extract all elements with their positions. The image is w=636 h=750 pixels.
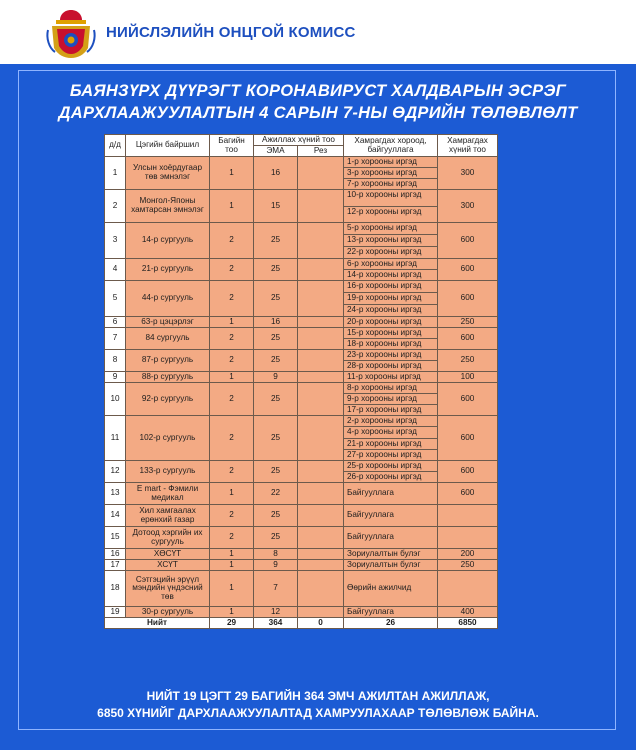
row-index: 11 (105, 416, 126, 461)
row-reserve (298, 223, 344, 259)
row-reserve (298, 505, 344, 527)
row-teams: 2 (210, 416, 254, 461)
row-index: 14 (105, 505, 126, 527)
row-teams: 2 (210, 281, 254, 317)
row-ema: 16 (254, 317, 298, 328)
table-row (105, 607, 498, 618)
row-location: 102-р сургууль (126, 416, 210, 461)
row-location: E mart - Фэмили медикал (126, 483, 210, 505)
row-index: 10 (105, 383, 126, 416)
row-teams: 1 (210, 317, 254, 328)
row-people: 600 (438, 281, 498, 317)
row-teams: 1 (210, 372, 254, 383)
row-coverage (344, 549, 438, 560)
row-people: 600 (438, 259, 498, 281)
row-ema: 16 (254, 157, 298, 190)
table-row (105, 527, 498, 549)
header-teams: Багийн тоо (210, 135, 254, 157)
row-coverage (344, 505, 438, 527)
row-index: 17 (105, 560, 126, 571)
table-row (105, 190, 498, 223)
row-coverage (344, 350, 438, 372)
row-location: 14-р сургууль (126, 223, 210, 259)
row-reserve (298, 560, 344, 571)
row-people: 100 (438, 372, 498, 383)
row-ema: 8 (254, 549, 298, 560)
coverage-item: 12-р хорооны иргэд (347, 206, 422, 216)
row-ema: 9 (254, 560, 298, 571)
row-coverage (344, 281, 438, 317)
row-coverage (344, 372, 438, 383)
row-ema: 25 (254, 223, 298, 259)
row-reserve (298, 317, 344, 328)
row-people: 600 (438, 483, 498, 505)
total-ema: 364 (254, 618, 298, 629)
coverage-item: 16-р хорооны иргэд (344, 281, 437, 293)
row-people (438, 527, 498, 549)
row-people: 600 (438, 223, 498, 259)
row-index: 6 (105, 317, 126, 328)
row-coverage (344, 560, 438, 571)
schedule-table (104, 134, 498, 629)
row-teams: 1 (210, 483, 254, 505)
row-ema: 9 (254, 372, 298, 383)
row-reserve (298, 527, 344, 549)
row-index: 16 (105, 549, 126, 560)
row-teams: 1 (210, 190, 254, 223)
row-ema: 25 (254, 416, 298, 461)
row-teams: 2 (210, 328, 254, 350)
row-reserve (298, 281, 344, 317)
row-location: Монгол-Японы хамтарсан эмнэлэг (126, 190, 210, 223)
row-index: 3 (105, 223, 126, 259)
header-people: Хамрагдах хүний тоо (438, 135, 498, 157)
coverage-item: 22-р хорооны иргэд (347, 247, 422, 256)
total-label: Нийт (105, 618, 210, 629)
row-coverage (344, 383, 438, 416)
row-index: 2 (105, 190, 126, 223)
header-location: Цэгийн байршил (126, 135, 210, 157)
coverage-item: 15-р хорооны иргэд (344, 328, 437, 339)
coverage-item: Зориулалтын булэг (347, 548, 421, 558)
row-location: 21-р сургууль (126, 259, 210, 281)
row-coverage (344, 223, 438, 259)
row-people: 600 (438, 461, 498, 483)
row-people: 600 (438, 416, 498, 461)
row-location: 30-р сургууль (126, 607, 210, 618)
row-index: 7 (105, 328, 126, 350)
row-teams: 2 (210, 383, 254, 416)
row-teams: 2 (210, 527, 254, 549)
row-people: 300 (438, 190, 498, 223)
commission-name: НИЙСЛЭЛИЙН ОНЦГОЙ КОМИСС (106, 24, 356, 41)
table-row (105, 560, 498, 571)
coverage-item: 17-р хорооны иргэд (347, 405, 422, 414)
row-location: 84 сургууль (126, 328, 210, 350)
row-ema: 7 (254, 571, 298, 607)
row-index: 12 (105, 461, 126, 483)
row-reserve (298, 190, 344, 223)
row-people: 400 (438, 607, 498, 618)
coverage-item: 25-р хорооны иргэд (344, 461, 437, 472)
table-row (105, 350, 498, 372)
row-people (438, 571, 498, 607)
row-reserve (298, 157, 344, 190)
row-reserve (298, 372, 344, 383)
coverage-item: 1-р хорооны иргэд (344, 157, 437, 168)
coverage-item: 4-р хорооны иргэд (344, 427, 437, 438)
row-coverage (344, 571, 438, 607)
row-reserve (298, 328, 344, 350)
row-people (438, 505, 498, 527)
coverage-item: 10-р хорооны иргэд (344, 190, 437, 207)
row-location: Сэтгэцийн эрүүл мэндийн үндэсний төв (126, 571, 210, 607)
coverage-item: 27-р хорооны иргэд (347, 449, 422, 459)
row-index: 4 (105, 259, 126, 281)
coverage-item: 13-р хорооны иргэд (344, 235, 437, 247)
coverage-item: 19-р хорооны иргэд (344, 293, 437, 305)
header-bar (0, 0, 636, 64)
row-reserve (298, 571, 344, 607)
coverage-item: Байгууллага (347, 532, 394, 542)
header-index: д/д (105, 135, 126, 157)
coverage-item: 14-р хорооны иргэд (347, 270, 422, 279)
summary-text (18, 688, 618, 722)
row-teams: 1 (210, 607, 254, 618)
row-reserve (298, 383, 344, 416)
row-reserve (298, 461, 344, 483)
coverage-item: Өөрийн ажилчид (347, 583, 412, 593)
coverage-item: 6-р хорооны иргэд (344, 259, 437, 270)
row-coverage (344, 317, 438, 328)
row-ema: 25 (254, 328, 298, 350)
coverage-item: Зориулалтын булэг (347, 559, 421, 569)
table-row (105, 505, 498, 527)
summary-line-1: НИЙТ 19 ЦЭГТ 29 БАГИЙН 364 ЭМЧ АЖИЛТАН АЖИЛЛАЖ, (146, 689, 490, 703)
header-coverage: Хамрагдах хороод, байгууллага (344, 135, 438, 157)
header-workers: Ажиллах хүний тоо (254, 135, 344, 146)
row-index: 13 (105, 483, 126, 505)
row-ema: 15 (254, 190, 298, 223)
coverage-item: 2-р хорооны иргэд (344, 416, 437, 427)
row-reserve (298, 483, 344, 505)
row-coverage (344, 527, 438, 549)
row-ema: 25 (254, 505, 298, 527)
row-people: 250 (438, 317, 498, 328)
emblem-icon (44, 8, 98, 60)
row-coverage (344, 259, 438, 281)
row-teams: 1 (210, 571, 254, 607)
total-teams: 29 (210, 618, 254, 629)
row-index: 18 (105, 571, 126, 607)
row-coverage (344, 157, 438, 190)
row-people: 600 (438, 328, 498, 350)
row-teams: 1 (210, 157, 254, 190)
row-index: 1 (105, 157, 126, 190)
row-location: 87-р сургууль (126, 350, 210, 372)
row-teams: 2 (210, 223, 254, 259)
coverage-item: Байгууллага (347, 488, 394, 498)
table-row (105, 223, 498, 259)
row-reserve (298, 549, 344, 560)
row-people: 250 (438, 350, 498, 372)
row-teams: 2 (210, 259, 254, 281)
row-reserve (298, 350, 344, 372)
total-row (105, 618, 498, 629)
row-index: 19 (105, 607, 126, 618)
row-coverage (344, 328, 438, 350)
table-row (105, 483, 498, 505)
row-location: 92-р сургууль (126, 383, 210, 416)
row-people: 200 (438, 549, 498, 560)
coverage-item: 24-р хорооны иргэд (347, 305, 422, 314)
table-body (105, 157, 498, 618)
row-people: 600 (438, 383, 498, 416)
table-row (105, 328, 498, 350)
row-location: 88-р сургууль (126, 372, 210, 383)
title-line-1: БАЯНЗҮРХ ДҮҮРЭГТ КОРОНАВИРУСТ ХАЛДВАРЫН ЭСРЭГ (69, 82, 567, 100)
page-title (18, 80, 618, 124)
row-location: ХСҮТ (126, 560, 210, 571)
table-row (105, 372, 498, 383)
coverage-item: 20-р хорооны иргэд (347, 316, 422, 326)
row-location: 44-р сургууль (126, 281, 210, 317)
row-location: 63-р цэцэрлэг (126, 317, 210, 328)
row-reserve (298, 259, 344, 281)
coverage-item: 18-р хорооны иргэд (347, 339, 422, 348)
coverage-item: 8-р хорооны иргэд (344, 383, 437, 394)
coverage-item: 28-р хорооны иргэд (347, 361, 422, 370)
total-people: 6850 (438, 618, 498, 629)
table-row (105, 281, 498, 317)
table-row (105, 416, 498, 461)
coverage-item: Байгууллага (347, 510, 394, 520)
row-ema: 25 (254, 383, 298, 416)
table-row (105, 259, 498, 281)
coverage-item: 11-р хорооны иргэд (347, 371, 421, 381)
row-teams: 2 (210, 350, 254, 372)
table-row (105, 383, 498, 416)
total-reserve: 0 (298, 618, 344, 629)
row-people: 250 (438, 560, 498, 571)
row-reserve (298, 416, 344, 461)
row-ema: 25 (254, 461, 298, 483)
row-people: 300 (438, 157, 498, 190)
row-ema: 25 (254, 259, 298, 281)
row-location: Дотоод хэргийн их сургууль (126, 527, 210, 549)
row-index: 15 (105, 527, 126, 549)
table-row (105, 317, 498, 328)
row-ema: 25 (254, 350, 298, 372)
coverage-item: 23-р хорооны иргэд (344, 350, 437, 361)
row-coverage (344, 461, 438, 483)
table-row (105, 157, 498, 190)
row-index: 9 (105, 372, 126, 383)
row-teams: 1 (210, 549, 254, 560)
row-location: ХӨСҮТ (126, 549, 210, 560)
coverage-item: 21-р хорооны иргэд (344, 439, 437, 450)
row-coverage (344, 416, 438, 461)
row-ema: 25 (254, 527, 298, 549)
coverage-item: 5-р хорооны иргэд (344, 223, 437, 235)
row-ema: 25 (254, 281, 298, 317)
summary-line-2: 6850 ХҮНИЙГ ДАРХЛААЖУУЛАЛТАД ХАМРУУЛАХААР ТӨЛӨВЛӨЖ БАЙНА. (97, 706, 539, 720)
row-teams: 2 (210, 461, 254, 483)
row-location: Хил хамгаалах ерөнхий газар (126, 505, 210, 527)
title-line-2: ДАРХЛААЖУУЛАЛТЫН 4 САРЫН 7-НЫ ӨДРИЙН ТӨЛӨВЛӨЛТ (58, 104, 578, 122)
row-teams: 2 (210, 505, 254, 527)
table-row (105, 461, 498, 483)
row-location: Улсын хоёрдугаар төв эмнэлэг (126, 157, 210, 190)
total-coverage: 26 (344, 618, 438, 629)
row-coverage (344, 190, 438, 223)
row-teams: 1 (210, 560, 254, 571)
row-coverage (344, 607, 438, 618)
row-coverage (344, 483, 438, 505)
header-reserve: Рез (298, 146, 344, 157)
header-ema: ЭМА (254, 146, 298, 157)
row-ema: 12 (254, 607, 298, 618)
coverage-item: 26-р хорооны иргэд (347, 472, 422, 481)
coverage-item: Байгууллага (347, 606, 394, 616)
coverage-item: 3-р хорооны иргэд (344, 168, 437, 179)
row-location: 133-р сургууль (126, 461, 210, 483)
coverage-item: 7-р хорооны иргэд (347, 179, 417, 188)
table-row (105, 571, 498, 607)
row-ema: 22 (254, 483, 298, 505)
coverage-item: 9-р хорооны иргэд (344, 394, 437, 405)
table-row (105, 549, 498, 560)
row-index: 8 (105, 350, 126, 372)
row-index: 5 (105, 281, 126, 317)
row-reserve (298, 607, 344, 618)
